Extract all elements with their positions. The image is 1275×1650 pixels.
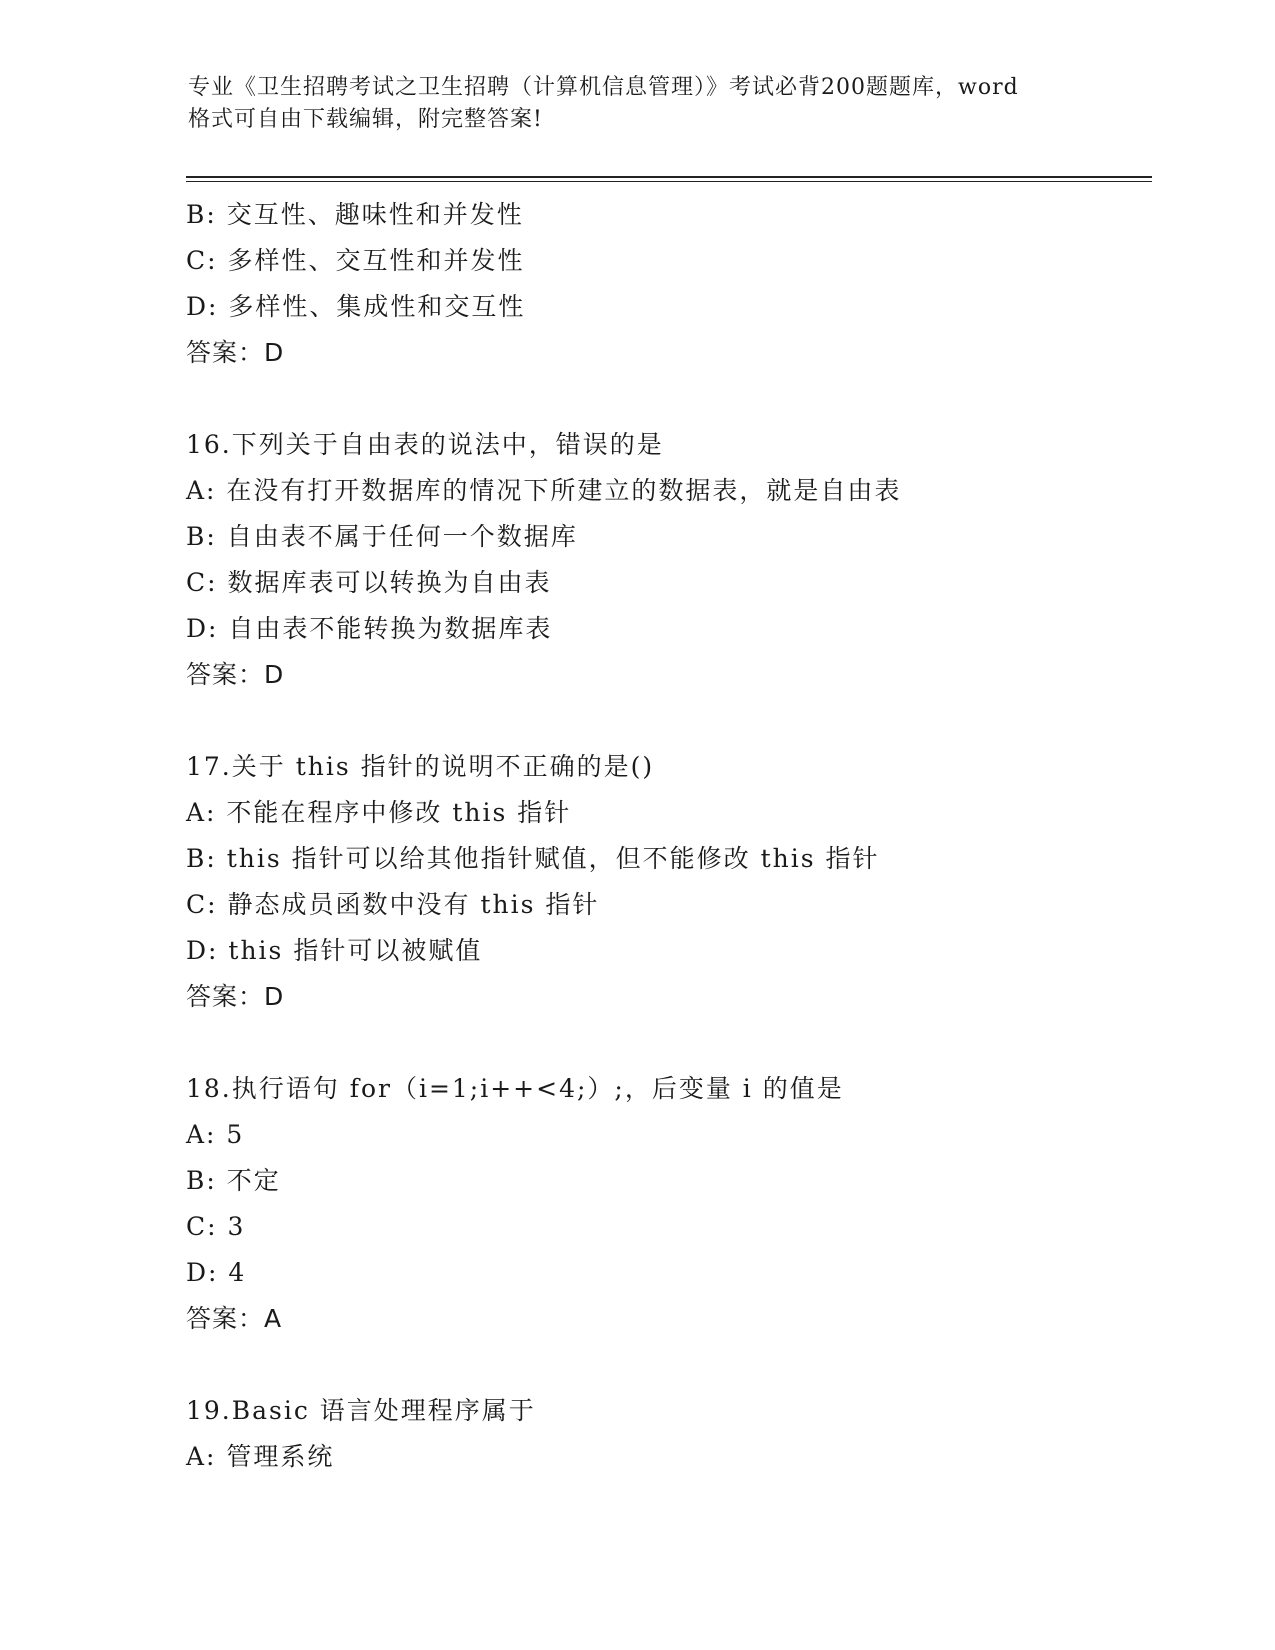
option-d: D: this 指针可以被赋值 bbox=[186, 936, 483, 965]
question-stem: 18.执行语句 for（i=1;i++<4;）;，后变量 i 的值是 bbox=[186, 1074, 844, 1103]
option-c: C: 3 bbox=[186, 1212, 246, 1241]
option-b: B: 自由表不属于任何一个数据库 bbox=[186, 522, 578, 551]
document-header bbox=[188, 72, 1088, 136]
option-d: D: 多样性、集成性和交互性 bbox=[186, 292, 526, 321]
option-a: A: 管理系统 bbox=[186, 1442, 335, 1471]
option-c: C: 多样性、交互性和并发性 bbox=[186, 246, 525, 275]
question-19 bbox=[186, 1388, 1146, 1480]
header-line-1: 专业《卫生招聘考试之卫生招聘（计算机信息管理）》考试必背200题题库，word bbox=[188, 75, 1019, 100]
spacer bbox=[186, 698, 1146, 744]
answer: 答案：D bbox=[186, 338, 285, 367]
option-d: D: 4 bbox=[186, 1258, 247, 1287]
option-b: B: this 指针可以给其他指针赋值，但不能修改 this 指针 bbox=[186, 844, 880, 873]
question-15-continued bbox=[186, 192, 1146, 376]
question-stem: 16.下列关于自由表的说法中，错误的是 bbox=[186, 430, 664, 459]
header-divider-thin bbox=[186, 181, 1152, 182]
header-line-2: 格式可自由下载编辑，附完整答案! bbox=[188, 107, 543, 132]
option-a: A: 在没有打开数据库的情况下所建立的数据表，就是自由表 bbox=[186, 476, 902, 505]
question-stem: 19.Basic 语言处理程序属于 bbox=[186, 1396, 536, 1425]
option-a: A: 不能在程序中修改 this 指针 bbox=[186, 798, 572, 827]
question-list bbox=[186, 192, 1146, 1480]
spacer bbox=[186, 376, 1146, 422]
answer: 答案：A bbox=[186, 1304, 283, 1333]
option-c: C: 数据库表可以转换为自由表 bbox=[186, 568, 552, 597]
spacer bbox=[186, 1020, 1146, 1066]
answer: 答案：D bbox=[186, 982, 285, 1011]
question-18 bbox=[186, 1066, 1146, 1342]
answer: 答案：D bbox=[186, 660, 285, 689]
option-b: B: 不定 bbox=[186, 1166, 281, 1195]
question-17 bbox=[186, 744, 1146, 1020]
option-c: C: 静态成员函数中没有 this 指针 bbox=[186, 890, 600, 919]
option-a: A: 5 bbox=[186, 1120, 245, 1149]
header-divider-thick bbox=[186, 176, 1152, 178]
spacer bbox=[186, 1342, 1146, 1388]
question-stem: 17.关于 this 指针的说明不正确的是() bbox=[186, 752, 655, 781]
option-b: B: 交互性、趣味性和并发性 bbox=[186, 200, 524, 229]
question-16 bbox=[186, 422, 1146, 698]
option-d: D: 自由表不能转换为数据库表 bbox=[186, 614, 553, 643]
